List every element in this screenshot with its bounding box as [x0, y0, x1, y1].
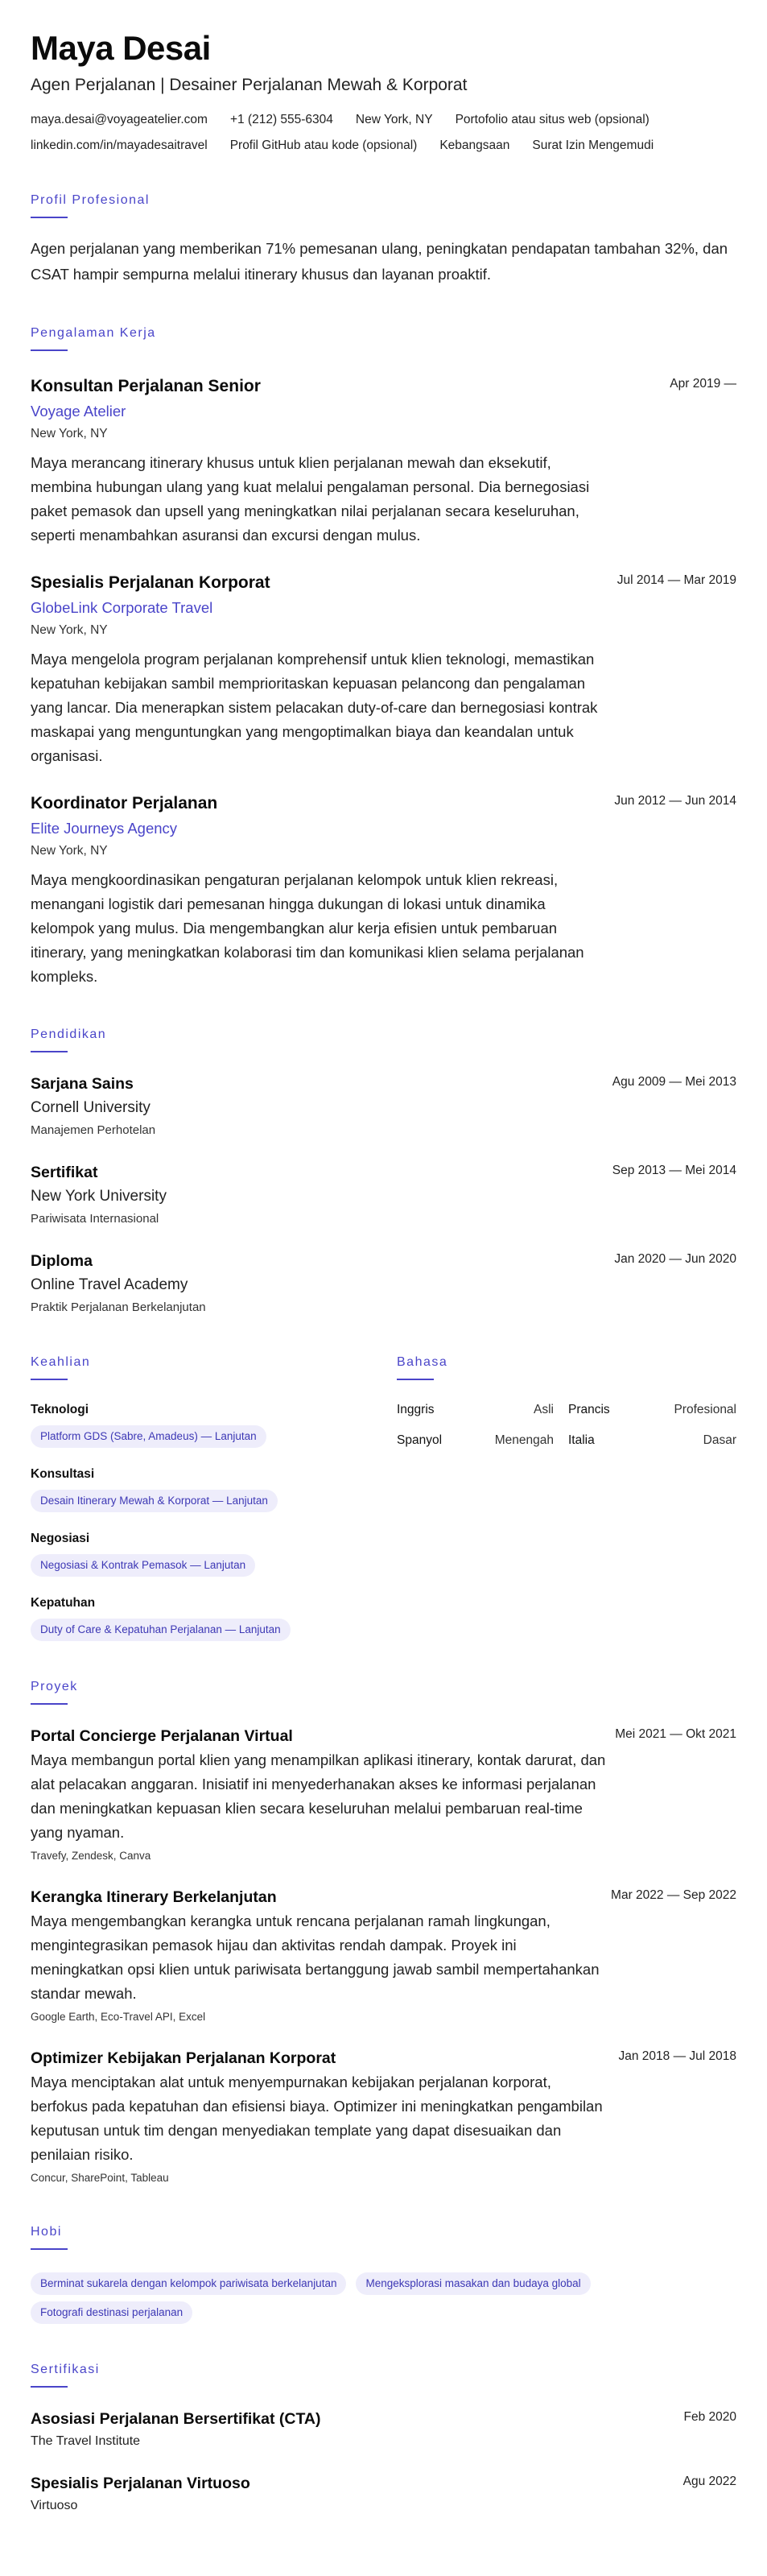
section-divider [31, 217, 68, 218]
certification-name: Spesialis Perjalanan Virtuoso [31, 2475, 250, 2492]
language-level: Menengah [494, 1433, 554, 1447]
section-title: Keahlian [31, 1355, 91, 1369]
certification-issuer: Virtuoso [31, 2499, 78, 2512]
section-title: Proyek [31, 1680, 78, 1693]
education-school: New York University [31, 1188, 167, 1205]
education-field: Manajemen Perhotelan [31, 1123, 156, 1137]
certification-date: Feb 2020 [683, 2410, 736, 2424]
job-title: Konsultan Perjalanan Senior [31, 377, 261, 395]
contact-driving-license: Surat Izin Mengemudi [532, 139, 654, 152]
contact-linkedin[interactable]: linkedin.com/in/mayadesaitravel [31, 139, 208, 152]
language-item [397, 1432, 568, 1449]
profile-section [31, 192, 736, 287]
certification-entry [31, 2409, 736, 2450]
contact-github[interactable]: Profil GitHub atau kode (opsional) [229, 139, 418, 152]
job-location: New York, NY [31, 427, 108, 440]
candidate-headline: Agen Perjalanan | Desainer Perjalanan Mewah & Korporat [31, 76, 468, 94]
skill-group [31, 1401, 397, 1448]
language-item [397, 1401, 568, 1419]
skill-group [31, 1466, 397, 1512]
project-date: Jan 2018 — Jul 2018 [618, 2049, 736, 2063]
job-company: GlobeLink Corporate Travel [31, 599, 213, 616]
project-entry [31, 1726, 736, 1864]
job-company: Voyage Atelier [31, 403, 126, 420]
experience-entry [31, 375, 736, 548]
education-degree: Diploma [31, 1252, 93, 1270]
contact-nationality: Kebangsaan [439, 139, 510, 152]
skill-category: Negosiasi [31, 1532, 90, 1545]
section-divider [31, 349, 68, 351]
language-level: Profesional [674, 1403, 736, 1416]
project-title: Optimizer Kebijakan Perjalanan Korporat [31, 2049, 336, 2067]
profile-summary: Agen perjalanan yang memberikan 71% pemesanan ulang, peningkatan pendapatan tambahan 32%, dan CSAT hampir sempurna melalui itinerary khusus dan layanan proaktif. [31, 240, 728, 283]
project-tech: Travefy, Zendesk, Canva [31, 1850, 151, 1862]
project-description: Maya mengembangkan kerangka untuk rencana perjalanan ramah lingkungan, mengintegrasikan pemasok hijau dan aktivitas rendah dampak. Proyek ini meningkatkan opsi klien untuk pariwisata bertanggung jawab sambil mempertahankan standar mewah. [31, 1912, 600, 2002]
hobby-chip: Berminat sukarela dengan kelompok pariwisata berkelanjutan [31, 2272, 346, 2295]
education-section [31, 1026, 736, 1317]
certification-name: Asosiasi Perjalanan Bersertifikat (CTA) [31, 2410, 321, 2428]
project-description: Maya membangun portal klien yang menampilkan aplikasi itinerary, kontak darurat, dan alat pelacakan anggaran. Inisiatif ini menyederhanakan akses ke informasi perjalanan dan meningkatkan kepuasan klien secara keseluruhan melalui pembaruan real-time yang nyaman. [31, 1751, 606, 1841]
language-list [397, 1401, 736, 1449]
job-company: Elite Journeys Agency [31, 820, 178, 837]
section-title: Sertifikasi [31, 2363, 100, 2376]
project-entry [31, 1887, 736, 2025]
skill-group [31, 1530, 397, 1577]
resume-header [31, 27, 736, 155]
job-description: Maya mengkoordinasikan pengaturan perjalanan kelompok untuk klien rekreasi, menangani logistik dari pemesanan hingga dukungan di lokasi untuk dinamika kelompok yang mulus. Dia mengembangkan alur kerja efisien untuk pembaruan itinerary, yang meningkatkan kolaborasi tim dan komunikasi klien selama perjalanan kompleks. [31, 871, 584, 985]
hobby-list [31, 2266, 739, 2324]
project-date: Mei 2021 — Okt 2021 [615, 1727, 736, 1741]
project-tech: Google Earth, Eco-Travel API, Excel [31, 2011, 206, 2023]
certification-issuer: The Travel Institute [31, 2434, 141, 2448]
job-date: Jul 2014 — Mar 2019 [616, 573, 736, 587]
skill-category: Kepatuhan [31, 1596, 96, 1610]
projects-section [31, 1678, 736, 2186]
certification-date: Agu 2022 [682, 2475, 736, 2488]
education-entry [31, 1251, 736, 1317]
certifications-section [31, 2361, 736, 2515]
section-title: Hobi [31, 2225, 62, 2239]
language-item [568, 1401, 736, 1419]
contact-phone[interactable]: +1 (212) 555-6304 [229, 113, 333, 126]
language-level: Asli [534, 1403, 554, 1416]
section-divider [31, 1379, 68, 1380]
education-date: Sep 2013 — Mei 2014 [612, 1164, 736, 1177]
section-title: Profil Profesional [31, 193, 150, 207]
project-title: Portal Concierge Perjalanan Virtual [31, 1727, 293, 1745]
skill-chip: Desain Itinerary Mewah & Korporat — Lanjutan [31, 1490, 278, 1512]
project-date: Mar 2022 — Sep 2022 [611, 1888, 736, 1902]
job-description: Maya merancang itinerary khusus untuk klien perjalanan mewah dan eksekutif, membina hubungan ulang yang kuat melalui pengalaman personal. Dia bernegosiasi paket pemasok dan upsell yang meningkatkan nilai perjalanan secara keseluruhan, seperti menambahkan asuransi dan excursi dengan mulus. [31, 454, 590, 544]
section-divider [31, 1051, 68, 1052]
education-school: Online Travel Academy [31, 1276, 188, 1293]
language-name: Spanyol [397, 1433, 443, 1447]
section-divider [397, 1379, 434, 1380]
education-degree: Sarjana Sains [31, 1075, 134, 1093]
skill-chip: Duty of Care & Kepatuhan Perjalanan — Lanjutan [31, 1619, 291, 1641]
experience-section [31, 325, 736, 989]
education-date: Agu 2009 — Mei 2013 [612, 1075, 736, 1089]
section-title: Pengalaman Kerja [31, 326, 156, 340]
skill-chip: Platform GDS (Sabre, Amadeus) — Lanjutan [31, 1425, 266, 1448]
job-location: New York, NY [31, 844, 108, 858]
section-title: Bahasa [397, 1355, 448, 1369]
contact-portfolio[interactable]: Portofolio atau situs web (opsional) [455, 113, 649, 126]
education-degree: Sertifikat [31, 1164, 98, 1181]
skill-chip: Negosiasi & Kontrak Pemasok — Lanjutan [31, 1554, 255, 1577]
hobby-chip: Mengeksplorasi masakan dan budaya global [356, 2272, 590, 2295]
section-divider [31, 1703, 68, 1705]
job-title: Koordinator Perjalanan [31, 794, 218, 812]
job-date: Apr 2019 — [670, 377, 736, 391]
candidate-name: Maya Desai [31, 29, 211, 67]
contact-list [31, 111, 739, 155]
section-divider [31, 2248, 68, 2250]
job-location: New York, NY [31, 623, 108, 637]
project-description: Maya menciptakan alat untuk menyempurnakan kebijakan perjalanan korporat, berfokus pada kepatuhan dan efisiensi biaya. Optimizer ini meningkatkan pengambilan keputusan untuk tim dengan menyediakan template yang dapat disesuaikan dan penilaian risiko. [31, 2074, 603, 2163]
skill-category: Konsultasi [31, 1467, 95, 1481]
job-title: Spesialis Perjalanan Korporat [31, 573, 270, 592]
project-title: Kerangka Itinerary Berkelanjutan [31, 1888, 277, 1906]
contact-location: New York, NY [355, 113, 433, 126]
skill-category: Teknologi [31, 1403, 89, 1416]
skills-section [31, 1354, 397, 1641]
education-entry [31, 1162, 736, 1228]
project-tech: Concur, SharePoint, Tableau [31, 2172, 169, 2184]
education-date: Jan 2020 — Jun 2020 [614, 1252, 736, 1266]
skills-languages-row [31, 1354, 736, 1641]
experience-entry [31, 572, 736, 768]
education-school: Cornell University [31, 1099, 151, 1116]
job-date: Jun 2012 — Jun 2014 [614, 794, 736, 808]
education-entry [31, 1073, 736, 1139]
education-field: Pariwisata Internasional [31, 1212, 159, 1226]
contact-email[interactable]: maya.desai@voyageatelier.com [31, 113, 208, 126]
hobbies-section [31, 2223, 736, 2324]
language-level: Dasar [703, 1433, 736, 1447]
education-field: Praktik Perjalanan Berkelanjutan [31, 1300, 206, 1314]
section-title: Pendidikan [31, 1028, 107, 1041]
job-description: Maya mengelola program perjalanan komprehensif untuk klien teknologi, memastikan kepatuhan kebijakan sambil memprioritaskan kepuasan pelancong dan pengalaman yang lancar. Dia menerapkan sistem pelacakan duty-of-care dan bernegosiasi kontrak maskapai yang menguntungkan yang mengoptimalkan biaya dan keandalan untuk organisasi. [31, 651, 598, 764]
language-name: Inggris [397, 1403, 435, 1416]
language-name: Prancis [568, 1403, 610, 1416]
section-divider [31, 2386, 68, 2388]
project-entry [31, 2048, 736, 2186]
language-name: Italia [568, 1433, 595, 1447]
certification-entry [31, 2473, 736, 2515]
language-item [568, 1432, 736, 1449]
hobby-chip: Fotografi destinasi perjalanan [31, 2301, 192, 2324]
languages-section [397, 1354, 736, 1641]
skill-group [31, 1594, 397, 1641]
experience-entry [31, 792, 736, 989]
